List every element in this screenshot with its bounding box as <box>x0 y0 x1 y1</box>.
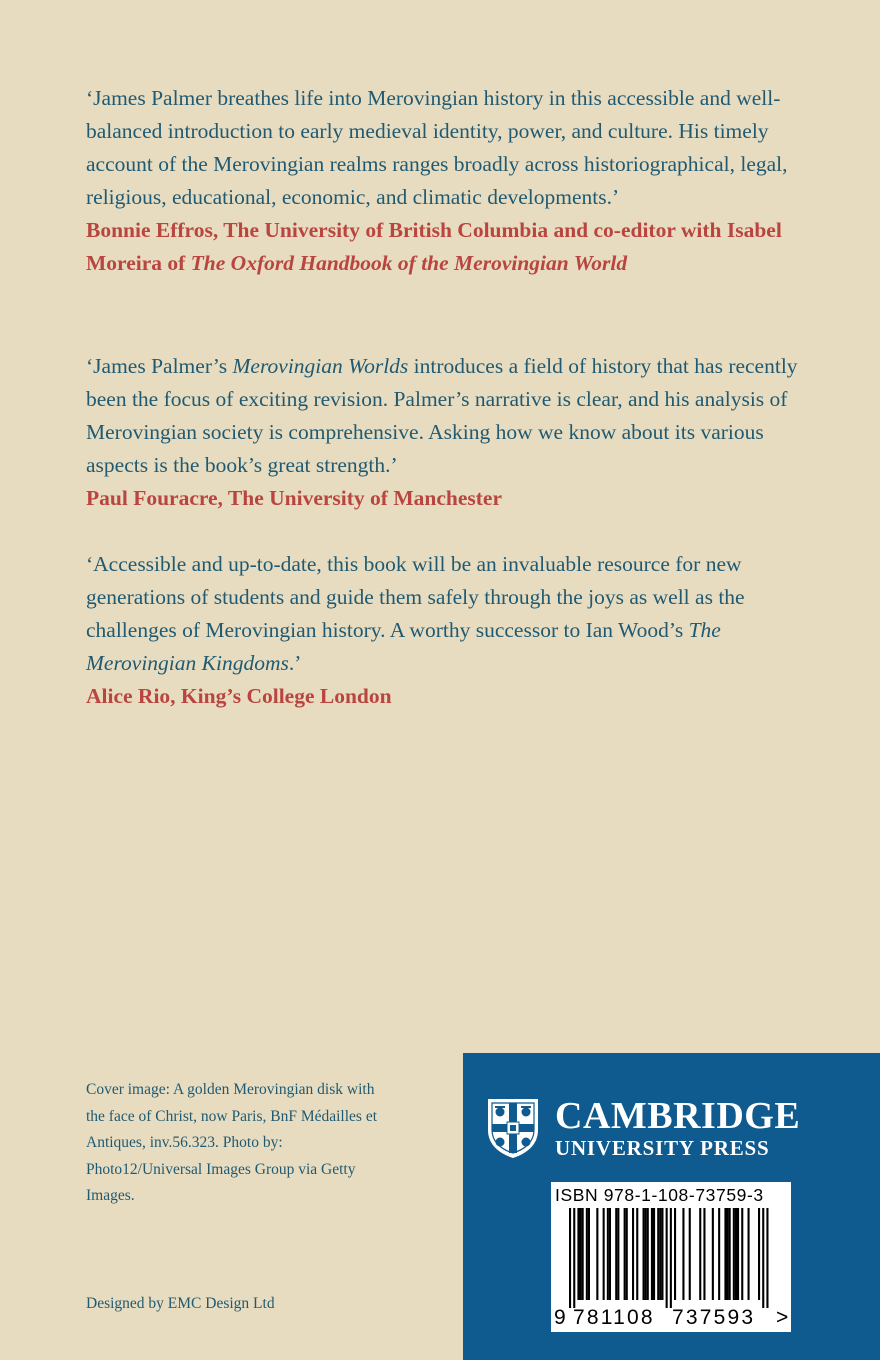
review-2-quote-start: ‘James Palmer’s <box>86 354 233 378</box>
review-3 <box>86 548 806 713</box>
barcode-bar <box>626 1208 628 1300</box>
barcode-bar <box>643 1208 645 1300</box>
barcode-bar <box>748 1208 750 1300</box>
barcode-bar <box>727 1208 729 1300</box>
barcode-arrow: > <box>776 1306 789 1329</box>
barcode-bar <box>607 1208 609 1300</box>
barcode-bar <box>758 1208 760 1300</box>
publisher-subtitle: UNIVERSITY PRESS <box>555 1136 770 1160</box>
barcode-bar <box>588 1208 590 1300</box>
barcode-digits-left: 781108 <box>573 1306 655 1329</box>
barcode-bar <box>666 1208 668 1308</box>
barcode-bar <box>741 1208 743 1300</box>
barcode-bar <box>586 1208 588 1300</box>
barcode-digit-first: 9 <box>554 1306 566 1329</box>
barcode-bar <box>674 1208 676 1300</box>
barcode-bar <box>735 1208 737 1300</box>
review-1 <box>86 82 806 280</box>
barcode-bar <box>577 1208 579 1300</box>
barcode-bar <box>636 1208 638 1300</box>
barcode-bar <box>762 1208 764 1308</box>
barcode-bar <box>682 1208 684 1300</box>
barcode-bar <box>699 1208 701 1300</box>
barcode-bar <box>733 1208 735 1300</box>
barcode-digits-right: 737593 <box>672 1306 756 1329</box>
barcode-bar <box>724 1208 726 1300</box>
publisher-panel <box>463 1053 880 1360</box>
barcode-bar <box>659 1208 661 1300</box>
barcode-bar <box>645 1208 647 1300</box>
review-1-attribution <box>86 214 806 280</box>
review-2 <box>86 350 806 515</box>
barcode-bar <box>617 1208 619 1300</box>
review-2-attribution: Paul Fouracre, The University of Manchester <box>86 486 502 510</box>
barcode-bar <box>661 1208 663 1300</box>
barcode-bar <box>718 1208 720 1300</box>
barcode-bar <box>651 1208 653 1300</box>
review-3-book-title: The Merovingian Kingdoms <box>86 618 721 675</box>
barcode-bar <box>580 1208 582 1300</box>
barcode-bar <box>703 1208 705 1300</box>
barcode-bar <box>766 1208 768 1308</box>
barcode-bar <box>573 1208 575 1308</box>
barcode-bar <box>729 1208 731 1300</box>
review-1-attribution-text: Bonnie Effros, The University of British Columbia and co-editor with Isabel Moreira of <box>86 218 782 275</box>
barcode-bar <box>569 1208 571 1308</box>
cambridge-crest-icon <box>485 1096 541 1160</box>
designer-credit: Designed by EMC Design Ltd <box>86 1295 275 1312</box>
barcode-bars <box>551 1208 791 1308</box>
barcode-bar <box>615 1208 617 1300</box>
barcode-bar <box>647 1208 649 1300</box>
review-2-book-title: Merovingian Worlds <box>232 354 409 378</box>
cover-image-credit: Cover image: A golden Merovingian disk with the face of Christ, now Paris, BnF Médailles et Antiques, inv.56.323. Photo by: Photo12/Universal Images Group via Getty Images. <box>86 1081 378 1204</box>
barcode-bar <box>657 1208 659 1300</box>
barcode-bar <box>670 1208 672 1308</box>
review-2-quote-end: introduces a field of history that has recently been the focus of exciting revision. Palmer’s narrative is clear, and his analysis of Merovingian society is comprehensive. Asking how we know about its various aspects is the book’s great strength.’ <box>86 354 798 477</box>
barcode-bar <box>582 1208 584 1300</box>
barcode-bar <box>603 1208 605 1300</box>
barcode-bar <box>609 1208 611 1300</box>
review-1-quote: ‘James Palmer breathes life into Merovingian history in this accessible and well-balanced introduction to early medieval identity, power, and culture. His timely account of the Merovingian realms ranges broadly across historiographical, legal, religious, educational, economic, and climatic developments.’ <box>86 86 788 209</box>
review-3-quote-start: ‘Accessible and up-to-date, this book will be an invaluable resource for new generations of students and guide them safely through the joys as well as the challenges of Merovingian history. A worthy successor to Ian Wood’s <box>86 552 745 642</box>
barcode-bar <box>624 1208 626 1300</box>
review-1-attribution-work: The Oxford Handbook of the Merovingian World <box>190 251 628 275</box>
barcode-bar <box>632 1208 634 1300</box>
barcode-bar <box>653 1208 655 1300</box>
review-3-quote-end: .’ <box>288 651 302 675</box>
isbn-barcode <box>551 1182 791 1332</box>
review-3-quote <box>86 548 806 680</box>
barcode-bar <box>689 1208 691 1300</box>
isbn-label: ISBN 978-1-108-73759-3 <box>555 1185 764 1205</box>
barcode-bar <box>596 1208 598 1300</box>
publisher-name: CAMBRIDGE <box>555 1095 801 1137</box>
review-3-attribution: Alice Rio, King’s College London <box>86 684 392 708</box>
barcode-bar <box>712 1208 714 1300</box>
barcode-bar <box>737 1208 739 1300</box>
review-2-quote <box>86 350 806 482</box>
